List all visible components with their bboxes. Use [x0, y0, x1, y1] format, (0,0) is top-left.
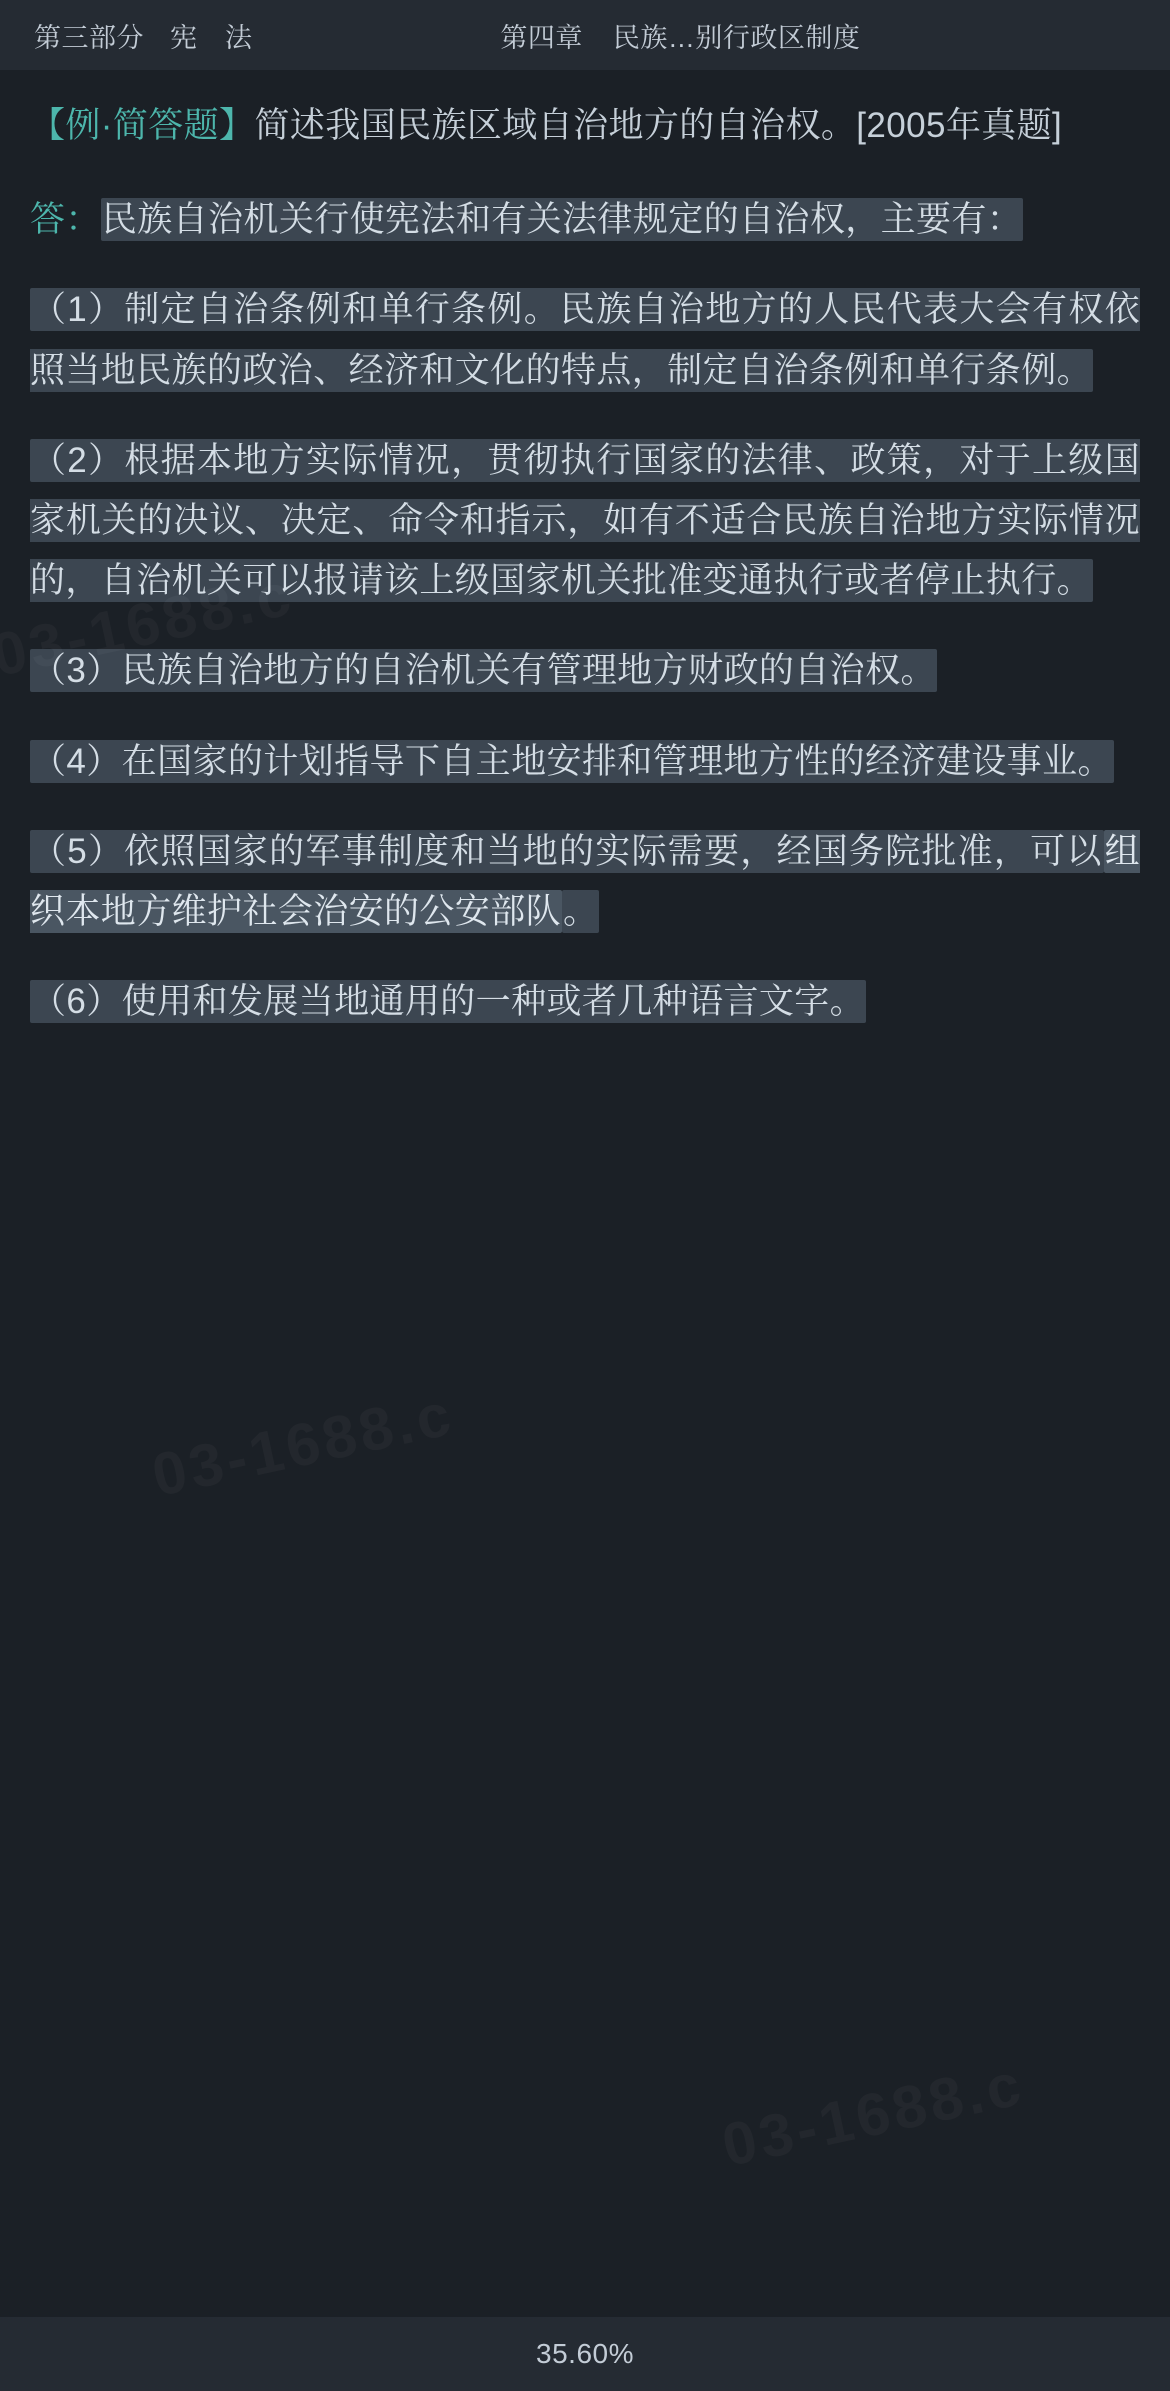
header-chapter-title: 民族…别行政区制度 — [612, 22, 861, 53]
answer-item-text-part2: 。 — [563, 891, 599, 931]
question-paragraph — [30, 96, 1140, 156]
header-left-group — [34, 16, 253, 55]
answer-item-text: （2）根据本地方实际情况，贯彻执行国家的法律、政策，对于上级国家机关的决议、决定、命令和指示，如有不适合民族自治地方实际情况的，自治机关可以报请该上级国家机关批准变通执行或者停止执行。 — [30, 440, 1140, 601]
answer-item-text: （6）使用和发展当地通用的一种或者几种语言文字。 — [31, 982, 866, 1022]
reader-header — [0, 0, 1170, 70]
question-tag: 【例·简答题】 — [30, 106, 255, 145]
header-part-label: 第三部分 — [34, 22, 144, 53]
answer-item — [30, 431, 1140, 612]
header-section-label: 宪 法 — [170, 22, 253, 53]
answer-item — [30, 280, 1140, 400]
answer-item — [30, 641, 1140, 701]
answer-item — [30, 822, 1140, 942]
answer-lead-text: 民族自治机关行使宪法和有关法律规定的自治权，主要有： — [101, 200, 1023, 240]
answer-tag: 答： — [30, 200, 101, 240]
answer-lead-paragraph — [30, 190, 1140, 250]
question-text: 简述我国民族区域自治地方的自治权。[2005年真题] — [254, 106, 1063, 145]
answer-item — [30, 732, 1140, 792]
answer-item — [30, 972, 1140, 1032]
header-right-group — [500, 16, 860, 55]
reader-footer — [0, 2317, 1170, 2391]
answer-item-text: （3）民族自治地方的自治机关有管理地方财政的自治权。 — [31, 651, 936, 691]
answer-item-text-highlight: 组织本地方维护社会治安的公安部队 — [30, 831, 1140, 931]
reader-content-area[interactable] — [0, 70, 1170, 2317]
answer-item-text-part1: （5）依照国家的军事制度和当地的实际需要，经国务院批准，可以 — [31, 831, 1103, 871]
progress-indicator: 35.60% — [536, 2338, 634, 2369]
watermark — [716, 2049, 1030, 2180]
answer-item-text: （4）在国家的计划指导下自主地安排和管理地方性的经济建设事业。 — [31, 741, 1113, 781]
answer-item-text: （1）制定自治条例和单行条例。民族自治地方的人民代表大会有权依照当地民族的政治、经济和文化的特点，制定自治条例和单行条例。 — [30, 290, 1140, 390]
watermark — [146, 1379, 460, 1510]
header-chapter-label: 第四章 — [500, 22, 583, 53]
